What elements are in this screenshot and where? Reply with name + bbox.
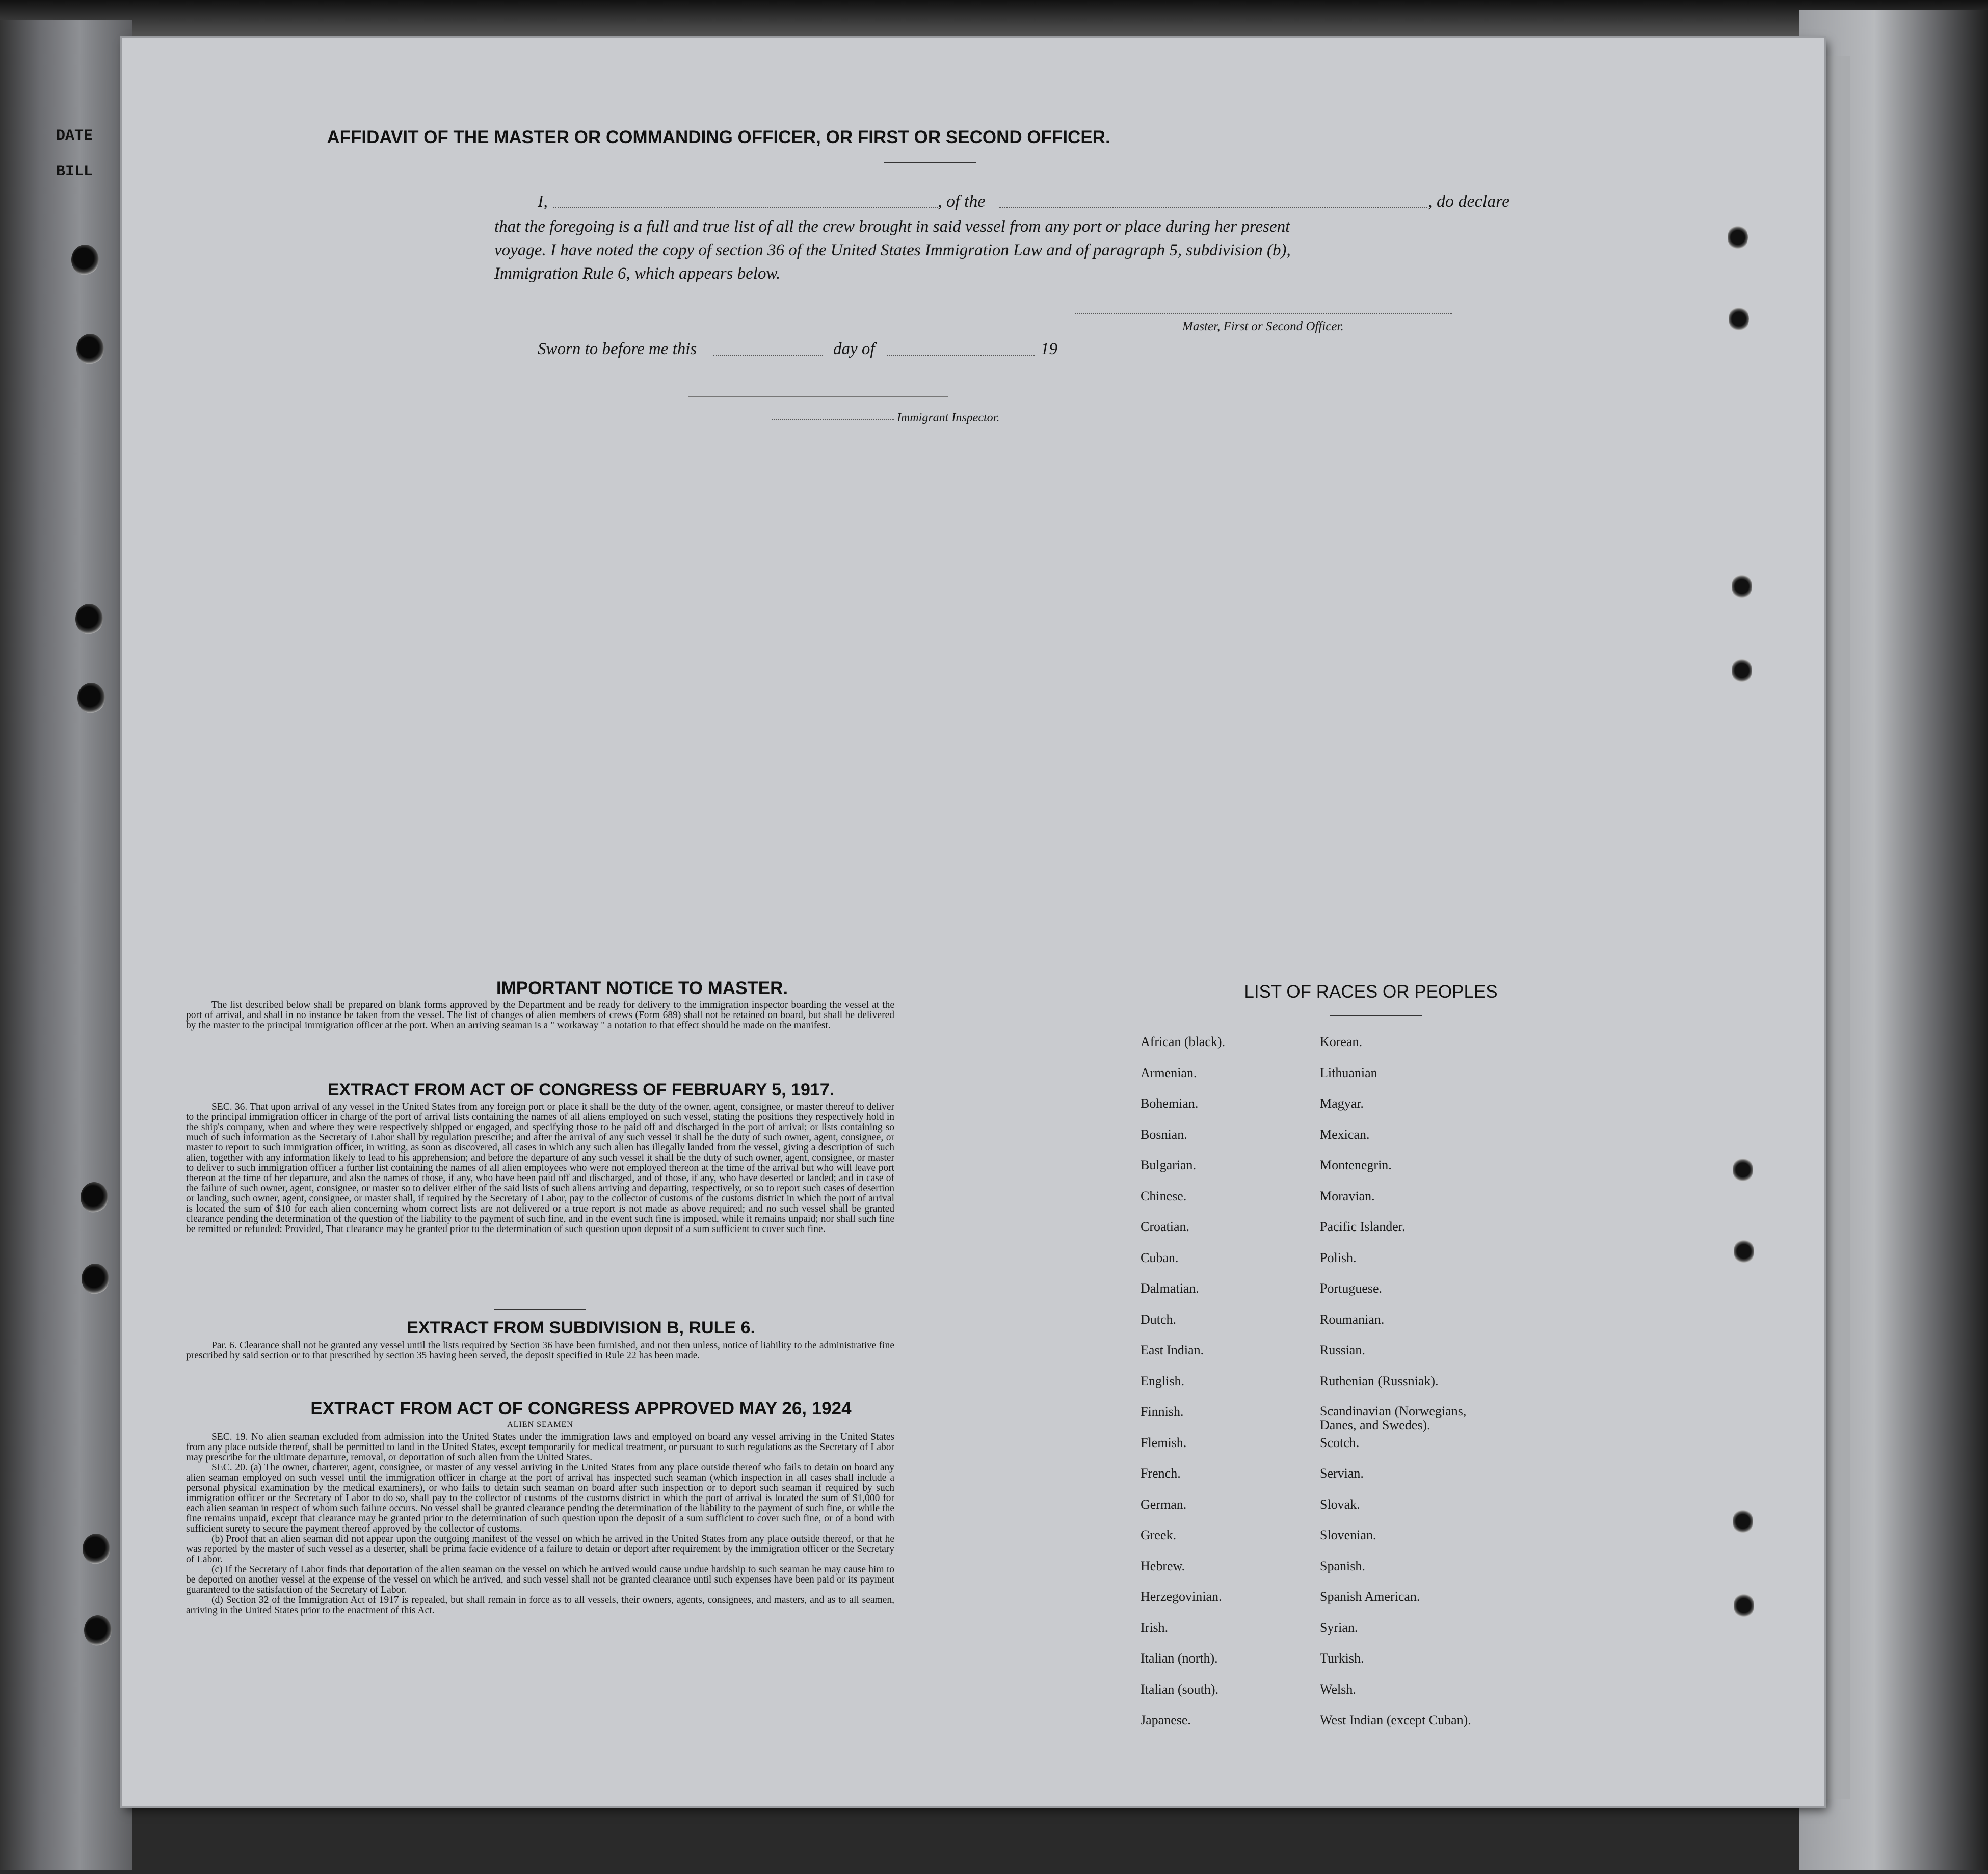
race-list-item: French. [1141,1466,1181,1481]
binder-hole-icon [1733,1508,1753,1535]
race-list-item: East Indian. [1141,1343,1204,1357]
sworn-label: Sworn to before me this [538,340,697,358]
notice-title: IMPORTANT NOTICE TO MASTER. [496,978,788,998]
race-list-item: Syrian. [1320,1620,1358,1635]
sec20c-paragraph: (c) If the Secretary of Labor finds that deportation of the alien seaman on the vessel on which he arrived would cause undue hardship to such seaman he may cause him to be deported on another vessel at the expense of the vessel on which he arrived, and such vessel shall not be granted clearance until such expenses have been paid or its payment guaranteed to the satisfaction of the Secretary of Labor. [186,1564,894,1595]
race-list-item: Japanese. [1141,1712,1191,1727]
extract-rule6-title: EXTRACT FROM SUBDIVISION B, RULE 6. [407,1318,755,1337]
race-list-item: Hebrew. [1141,1558,1185,1573]
race-list-item: Cuban. [1141,1250,1179,1265]
extract-1924-title: EXTRACT FROM ACT OF CONGRESS APPROVED MAY 26, 1924 [310,1399,852,1418]
binder-hole-icon [82,1264,109,1294]
binder-hole-icon [1728,224,1748,251]
day-of-label: day of [833,340,875,358]
races-column-1 [1141,1034,1309,1768]
race-list-item: Dutch. [1141,1311,1177,1327]
races-title: LIST OF RACES OR PEOPLES [1244,982,1498,1002]
race-list-item: Korean. [1320,1034,1363,1049]
binder-hole-icon [1734,1592,1754,1619]
name-blank-line [553,207,938,208]
binder-hole-icon [75,604,103,634]
races-title-underline [1330,1015,1422,1016]
binder-hole-icon [1729,306,1749,332]
month-blank-line [887,355,1035,356]
extract-rule6-paragraph: Par. 6. Clearance shall not be granted any vessel until the lists required by Section 36 have been furnished, and not then unless, notice of liability to the administrative fine prescribed by said section or to that prescribed by section 35 having been served, the deposit specified in Rule 22 has been made. [186,1340,894,1361]
title-underline [884,162,976,163]
race-list-item: Montenegrin. [1320,1158,1392,1172]
declare-label: , do declare [1428,192,1510,211]
race-list-item: Russian. [1320,1343,1365,1357]
affidavit-title: AFFIDAVIT OF THE MASTER OR COMMANDING OFFICER, OR FIRST OR SECOND OFFICER. [327,127,1110,147]
race-list-item: Bohemian. [1141,1096,1199,1111]
notice-paragraph: The list described below shall be prepared on blank forms approved by the Department and be ready for delivery to the immigration inspector boarding the vessel at the port of arrival, and shall in no instance be taken from the vessel. The list of changes of alien members of crews (Form 689) shall not be retained on board, but shall be delivered by the master to the principal immigration officer at the port. When an arriving seaman is a " workaway " a notation to that effect should be made on the manifest. [186,1000,894,1031]
margin-stamp-date: DATE [56,127,93,145]
binder-hole-icon [84,1615,112,1646]
extract-1917-paragraph: SEC. 36. That upon arrival of any vessel in the United States from any foreign port or place it shall be the duty of the owner, agent, consignee, or master thereof to deliver to the principal immigration officer in charge of the port of arrival lists containing the names of all aliens employed on such vessel, stating the positions they respectively hold in the ship's company, when and where they were respectively shipped or engaged, and specifying those to be paid off and discharged in the port of arrival; or lists containing so much of such information as the Secretary of Labor shall by regulation prescribe; and after the arrival of any such vessel it shall be the duty of such owner, agent, consignee, or master to report to such immigration officer, in writing, as soon as discovered, all cases in which any such alien has illegally landed from the vessel, giving a description of such alien, together with any information likely to lead to his apprehension; and before the departure of any such vessel it shall be the duty of such owner, agent, consignee, or master to deliver to such immigration officer a further list containing the names of all alien employees who were not employed thereon at the time of the arrival but who will leave port thereon at the time of her departure, and also the names of those, if any, who have been paid off and discharged, and of those, if any, who have deserted or landed; and in case of the failure of such owner, agent, consignee, or master so to deliver either of the said lists of such aliens arriving and departing, respectively, or so to report such cases of desertion or landing, such owner, agent, consignee, or master shall, if required by the Secretary of Labor, pay to the collector of customs of the customs district in which the port of arrival is located the sum of $10 for each alien concerning whom correct lists are not delivered or a true report is not made as above required; and no such vessel shall be granted clearance pending the determination of the question of the liability to the payment of such fine, and in the event such fine is imposed, while it remains unpaid; nor shall such fine be remitted or refunded: Provided, That clearance may be granted prior to the determination of such question upon deposit of a sum sufficient to cover such fine. [186,1102,894,1235]
race-list-item: Slovenian. [1320,1528,1376,1542]
race-list-item: Croatian. [1141,1219,1190,1234]
master-signature-label: Master, First or Second Officer. [1182,319,1344,333]
binder-hole-icon [1732,573,1752,600]
race-list-item: Moravian. [1320,1188,1375,1203]
race-list-item: Greek. [1141,1528,1177,1542]
race-list-item: Magyar. [1320,1096,1364,1111]
race-list-item: Slovak. [1320,1496,1360,1512]
race-list-item: Italian (south). [1141,1681,1219,1697]
vessel-blank-line [999,207,1427,208]
race-list-item: West Indian (except Cuban). [1320,1712,1471,1727]
race-list-item: Italian (north). [1141,1651,1218,1666]
sec20d-paragraph: (d) Section 32 of the Immigration Act of 1917 is repealed, but shall remain in force as to all vessels, their owners, agents, consignees, and masters, and as to all seamen, arriving in the United States prior to the enactment of this Act. [186,1595,894,1616]
binder-hole-icon [76,334,104,364]
section-divider [494,1309,586,1310]
race-list-item: Dalmatian. [1141,1281,1199,1296]
scan-top-edge [0,0,1988,36]
binder-hole-icon [71,245,99,275]
race-list-item: Chinese. [1141,1188,1187,1203]
inspector-blank-line [772,419,894,420]
sec20a-paragraph: SEC. 20. (a) The owner, charterer, agent, consignee, or master of any vessel arriving in the United States from any place outside thereof who fails to detain on board any alien seaman employed on such vessel until the immigration officer in charge at the port of arrival has inspected such seaman (which inspection in all cases shall include a personal physical examination by the medical examiners), or who fails to detain such seaman on board after such inspection or to deport such seaman if required by such immigration officer or the Secretary of Labor to do so, shall pay to the collector of customs of the customs district in which the port of arrival is located the sum of $1,000 for each alien seaman in respect of whom such failure occurs. No vessel shall be granted clearance pending the determination of the liability to the payment of such fine, or while the fine remains unpaid, except that clearance may be granted prior to the determination of such question upon the deposit of a sum sufficient to cover such fine, or of a bond with sufficient surety to secure the payment thereof approved by the collector of customs. [186,1462,894,1534]
race-list-item: Flemish. [1141,1435,1187,1450]
affidavit-body-line-2: voyage. I have noted the copy of section 36 of the United States Immigration Law and of paragraph 5, subdivision (b), [494,241,1291,259]
race-list-item: Ruthenian (Russniak). [1320,1373,1439,1388]
sec20b-paragraph: (b) Proof that an alien seaman did not appear upon the outgoing manifest of the vessel on which he arrived in the United States from any place outside thereof, or that he was reported by the master of such vessel as a deserter, shall be prima facie evidence of a failure to detain or deport after requirement by the immigration officer or the Secretary of Labor. [186,1534,894,1565]
race-list-item: Welsh. [1320,1681,1356,1697]
day-blank-line [713,355,823,356]
extract-rule6-text [186,1341,894,1361]
race-list-item: Armenian. [1141,1065,1197,1080]
race-list-item: Spanish American. [1320,1589,1420,1604]
extract-1917-text [186,1102,894,1235]
race-list-item: Bosnian. [1141,1127,1187,1142]
extract-1917-title: EXTRACT FROM ACT OF CONGRESS OF FEBRUARY 5, 1917. [327,1080,835,1100]
race-list-item: Servian. [1320,1466,1364,1481]
notice-text [186,1000,894,1031]
sec19-paragraph: SEC. 19. No alien seaman excluded from admission into the United States under the immigration laws and employed on board any vessel arriving in the United States from any place outside thereof, shall be permitted to land in the United States, except temporarily for medical treatment, or pursuant to such regulations as the Secretary of Labor may prescribe for the ultimate departure, removal, or deportation of such alien from the United States. [186,1432,894,1463]
race-list-item: Herzegovinian. [1141,1589,1222,1604]
of-the-label: , of the [938,192,986,211]
binder-hole-icon [1734,1238,1754,1265]
binder-hole-icon [1732,657,1752,684]
binder-hole-icon [81,1182,108,1213]
extract-1924-text [186,1432,894,1616]
year-prefix: 19 [1041,340,1057,358]
races-column-2 [1320,1034,1514,1768]
margin-stamp-bill: BILL [56,163,93,180]
race-list-item: German. [1141,1496,1187,1512]
race-list-item: Roumanian. [1320,1311,1385,1327]
affidavit-body-line-1: that the foregoing is a full and true list of all the crew brought in said vessel from any port or place during her present [494,218,1290,236]
race-list-item: English. [1141,1373,1184,1388]
race-list-item: Finnish. [1141,1404,1184,1419]
race-list-item: African (black). [1141,1034,1226,1049]
binding-left-edge [0,20,132,1870]
race-list-item: Lithuanian [1320,1065,1377,1080]
alien-seamen-subtitle: ALIEN SEAMEN [507,1420,573,1429]
race-list-item: Scandinavian (Norwegians, Danes, and Swedes). [1320,1404,1467,1432]
master-signature-line [1075,313,1452,314]
binder-hole-icon [1733,1157,1753,1183]
binder-hole-icon [83,1534,110,1564]
race-list-item: Irish. [1141,1620,1169,1635]
race-list-item: Portuguese. [1320,1281,1383,1296]
inspector-label: Immigrant Inspector. [897,411,1000,424]
affidavit-body-line-3: Immigration Rule 6, which appears below. [494,264,781,283]
race-list-item: Turkish. [1320,1651,1364,1666]
manifest-page [122,38,1824,1806]
race-list-item: Pacific Islander. [1320,1219,1406,1234]
inspector-signature-line [688,396,948,397]
race-list-item: Mexican. [1320,1127,1370,1142]
race-list-item: Bulgarian. [1141,1158,1197,1172]
race-list-item: Polish. [1320,1250,1357,1265]
binder-hole-icon [77,683,105,713]
race-list-item: Scotch. [1320,1435,1360,1450]
race-list-item: Spanish. [1320,1558,1365,1573]
affidavit-i-label: I, [538,192,548,211]
